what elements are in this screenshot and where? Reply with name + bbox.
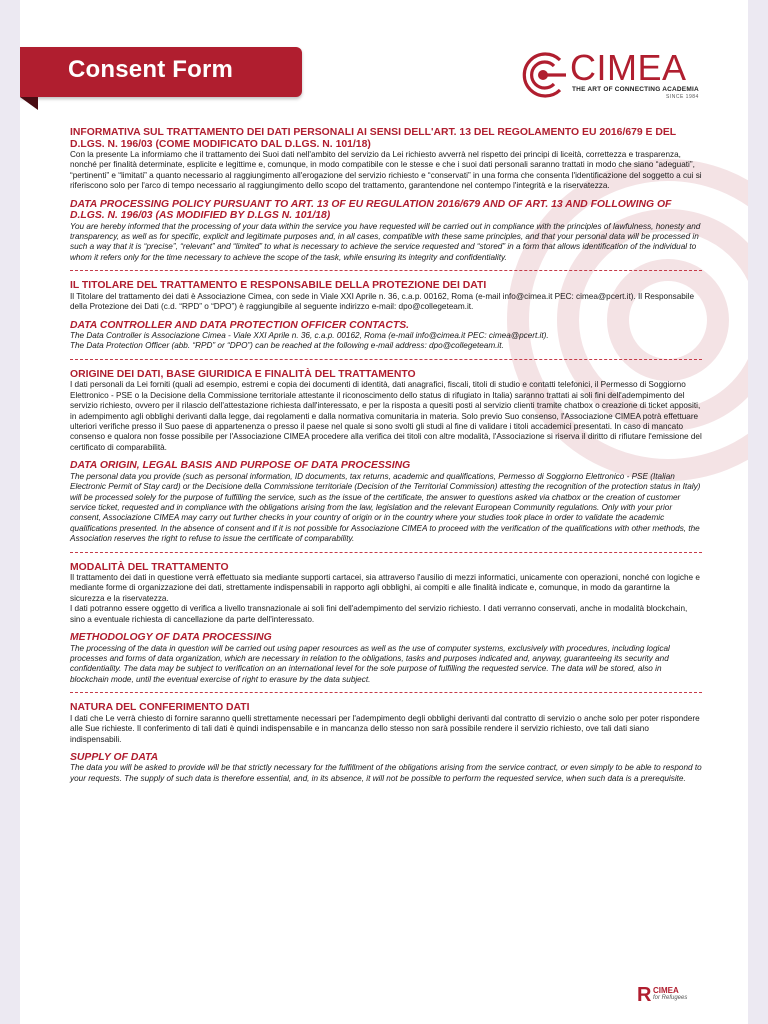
section-body: Il trattamento dei dati in questione verrà effettuato sia mediante supporti cartacei, sia attraverso l'ausilio di mezzi informatici, unicamente con operazioni, nonché con logiche e mediante forme di organizzazione dei dati, strettamente indispensabili in rapporto agli obblighi, ai compiti e alle finalità indicate e, comunque, in modo da garantirne la sicurezza e la riservatezza. I dati potranno essere oggetto di verifica a livello transnazionale ai soli fini dell'adempimento del servizio richiesto. I dati verranno conservati, anche in modalità blockchain, sino a eventuale richiesta di cancellazione da parte dell'interessato. [70, 573, 700, 624]
page-title: Consent Form [68, 56, 234, 83]
section-body: The data you will be asked to provide will be that strictly necessary for the fulfillment of the obligations arising from the service contract, or even simply to be able to respond to your requests. The supply of such data is therefore essential, and, in its absence, it will not be possible to perform the requested service, when such data is a prerequisite. [70, 763, 702, 783]
section-italian [70, 127, 702, 192]
section-heading: IL TITOLARE DEL TRATTAMENTO E RESPONSABILE DELLA PROTEZIONE DEI DATI [70, 280, 487, 292]
footer-brand-line1: CIMEA [653, 986, 679, 995]
section-heading: SUPPLY OF DATA [70, 751, 159, 763]
title-banner [20, 47, 302, 97]
section-english [70, 320, 702, 352]
section-italian [70, 369, 702, 453]
section-divider [70, 552, 702, 553]
section-heading: ORIGINE DEI DATI, BASE GIURIDICA E FINALITÀ DEL TRATTAMENTO [70, 368, 416, 380]
section-heading: DATA CONTROLLER AND DATA PROTECTION OFFICER CONTACTS. [70, 319, 410, 331]
section-divider [70, 692, 702, 693]
section-english [70, 460, 702, 544]
section-body: I dati che Le verrà chiesto di fornire saranno quelli strettamente necessari per l'adempimento degli obblighi derivanti dal contratto di servizio o anche solo per poter rispondere alle Sue richieste. Il conferimento di tali dati è quindi indispensabile e in mancanza dello stesso non sarà possibile rendere il servizio richiesto, ove tali dati siano indispensabili. [70, 713, 700, 744]
section-heading: NATURA DEL CONFERIMENTO DATI [70, 702, 250, 714]
section-italian [70, 280, 702, 312]
section-heading: INFORMATIVA SUL TRATTAMENTO DEI DATI PERSONALI AI SENSI DELL'ART. 13 DEL REGOLAMENTO EU 2016/679 E DEL D.LGS. N. 196/03 (COME MODIFICATO DAL D.LGS. N. 101/18) [70, 127, 676, 150]
section-body: The personal data you provide (such as personal information, ID documents, tax returns, academic and qualifications, Permesso di Soggiorno Elettronico - PSE (Italian Electronic Permit of Stay card) or the Decisione della Commissione territoriale (Decision of the Territorial Commission) attesting the recognition of the protection status in Italy) will be processed solely for the purpose of fulfilling the service, such as the issue of the certificate, the answer to questions asked via chatbox or the creation of customer service ticket, requested and in compliance with the obligations arising from the law, legislation and the relevant European Community regulations. Only with your prior consent, Associazione CIMEA may carry out further checks in your country of origin or in the country where your studies took place in order to validate the academic qualifications presented. In the absence of consent and if it is not possible for Associazione CIMEA to proceed with the verification of the qualifications with other methods, the Association reserves the right to refuse to issue the certificate of comparability. [70, 471, 701, 544]
document-page [20, 0, 748, 1024]
logo-tagline: THE ART OF CONNECTING ACADEMIA [572, 86, 699, 93]
section-body: Con la presente La informiamo che il trattamento dei Suoi dati nell'ambito del servizio da Lei richiesto avverrà nel rispetto dei principi di liceità, correttezza e trasparenza, nonché per finalità determinate, esplicite e legittime e, comunque, in modo compatibile con le stesse e che i suoi dati personali saranno trattati in modo che siano “adeguati”, “pertinenti” e “limitati” a quanto necessario al raggiungimento all'erogazione del servizio richiesto e “conservati” in una forma che consenta l'identificazione del soggetto a cui si riferiscono solo per l'arco di tempo necessario al raggiungimento dello scopo del trattamento, garantendone nel contempo l'integrità e la riservatezza. [70, 150, 702, 191]
section-italian [70, 562, 702, 626]
section-divider [70, 359, 702, 360]
section-heading: DATA PROCESSING POLICY PURSUANT TO ART. 13 OF EU REGULATION 2016/679 AND OF ART. 13 AND FOLLOWING OF D.LGS. N. 196/03 (AS MODIFIED BY D.LGS N. 101/18) [70, 198, 672, 222]
section-english [70, 199, 702, 264]
section-body: Il Titolare del trattamento dei dati è Associazione Cimea, con sede in Viale XXI Aprile n. 36, c.a.p. 00162, Roma (e-mail info@cimea.it PEC: cimea@pcert.it). Il Responsabile della Protezione dei Dati (c.d. “RPD” o “DPO”) è raggiungibile al seguente indirizzo e-mail: dpo@collegeteam.it. [70, 291, 695, 312]
footer-logo [637, 985, 697, 1007]
cimea-logo-icon [518, 50, 568, 100]
section-heading: DATA ORIGIN, LEGAL BASIS AND PURPOSE OF DATA PROCESSING [70, 460, 411, 472]
section-body: I dati personali da Lei forniti (quali ad esempio, estremi e copia dei documenti di identità, dati anagrafici, fiscali, titoli di studio e contatti telefonici, il Permesso di Soggiorno Elettronico - PSE o la Decisione della Commissione territoriale attestante il riconoscimento dello status di rifugiato in Italia) saranno trattati ai soli fini dell'adempimento del servizio richiesto, ovvero per il rilascio dell'attestazione richiesta dall'interessato, e per la risposta a quesiti posti al servizio clienti tramite chatbox o creazione di ticket appositi, in adempimento agli obblighi derivanti dalla legge, dai regolamenti e dalla normativa comunitaria in materia. Solo previo Suo consenso, l'Associazione CIMEA potrà effettuare ulteriori verifiche presso il Suo paese di appartenenza o presso il paese nel quale si sono svolti gli studi al fine di validare i titoli accademici presentati. In caso di mancato consenso e qualora non fosse possibile per l'Associazione CIMEA procedere alla verifica dei titoli con altre modalità, l'Associazione si riserva il diritto di rifiutare l'emissione del certificato di comparabilità. [70, 380, 702, 452]
section-body: You are hereby informed that the processing of your data within the service you have requested will be carried out in compliance with the principles of lawfulness, honesty and transparency, as well as for specific, explicit and legitimate purposes and, in all cases, compatible with these same principles, and that your personal data will be processed in such a way that it is “precise”, “relevant” and “limited” to what is necessary to achieve the service requested and “stored” in a form that allows identification of the individual to whom it refers only for the time necessary to achieve the scope of the task, while ensuring its integrity and confidentiality. [70, 221, 701, 262]
banner-fold [20, 97, 38, 110]
footer-r-icon: R [637, 984, 652, 1006]
section-english [70, 632, 702, 685]
logo-name: CIMEA [570, 47, 687, 88]
cimea-logo [518, 48, 703, 104]
section-body: The processing of the data in question will be carried out using paper resources as well as the use of computer systems, exclusively with procedures, including logical processes and forms of data organization, which are necessary in relation to the obligations, tasks and purposes indicated and, anyway, guaranteeing its security and confidentiality. The data may be subject to verification on an international level for the sole purpose of fulfilling the requested service. The data will be stored, also in blockchain mode, until the eventual exercise of right to erasure by the data subject. [70, 643, 670, 684]
section-heading: METHODOLOGY OF DATA PROCESSING [70, 632, 272, 644]
logo-since: SINCE 1984 [666, 94, 699, 100]
section-divider [70, 270, 702, 271]
document-body [70, 127, 702, 791]
section-heading: MODALITÀ DEL TRATTAMENTO [70, 561, 229, 573]
section-english [70, 752, 702, 784]
footer-brand-line2: for Refugees [653, 995, 688, 1001]
section-italian [70, 702, 702, 745]
section-body: The Data Controller is Associazione Cimea - Viale XXI Aprile n. 36, c.a.p. 00162, Roma (e-mail info@cimea.it PEC: cimea@pcert.it). The Data Protection Officer (abb. “RPD” or “DPO”) can be reached at the following e-mail address: dpo@collegeteam.it. [70, 331, 549, 351]
